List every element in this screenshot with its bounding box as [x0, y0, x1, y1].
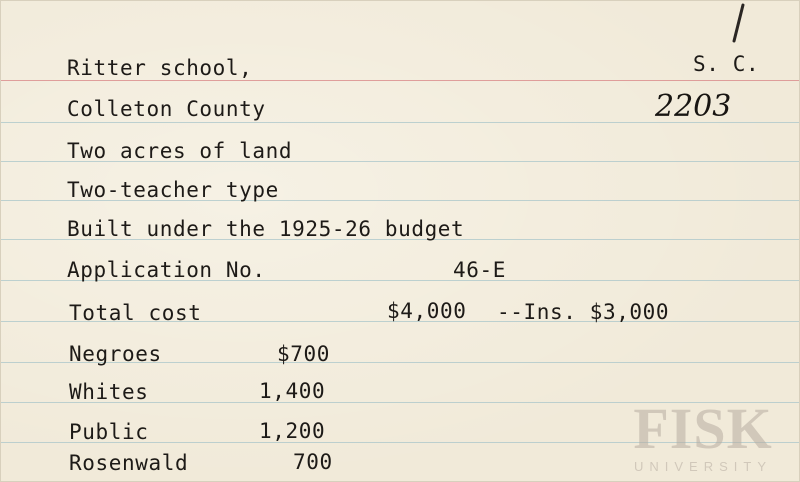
insurance-amount: --Ins. $3,000: [497, 300, 670, 324]
total-cost-label: Total cost: [69, 301, 202, 325]
total-cost-amount: $4,000: [387, 299, 467, 323]
application-number: 46-E: [453, 258, 506, 282]
land-line: Two acres of land: [67, 139, 293, 163]
watermark-subtitle: UNIVERSITY: [633, 459, 772, 474]
pencil-check-mark: [732, 3, 745, 43]
contribution-amount: 1,400: [259, 379, 326, 403]
fisk-university-watermark: [613, 396, 793, 479]
red-header-rule: [1, 80, 800, 81]
contribution-amount: 1,200: [259, 419, 326, 443]
type-line: Two-teacher type: [67, 178, 279, 202]
handwritten-card-number: 2203: [655, 89, 732, 124]
contribution-amount: $700: [277, 342, 330, 366]
contribution-label: Negroes: [69, 342, 162, 366]
contribution-amount: 700: [293, 450, 333, 474]
watermark-word: FISK: [633, 396, 773, 461]
contribution-label: Rosenwald: [69, 451, 189, 475]
contribution-label: Public: [69, 420, 149, 444]
contribution-label: Whites: [69, 380, 149, 404]
state-abbreviation: S. C.: [693, 52, 760, 76]
application-label: Application No.: [67, 258, 266, 282]
budget-line: Built under the 1925-26 budget: [67, 217, 465, 241]
county-name: Colleton County: [67, 97, 266, 121]
school-name: Ritter school,: [67, 56, 253, 80]
